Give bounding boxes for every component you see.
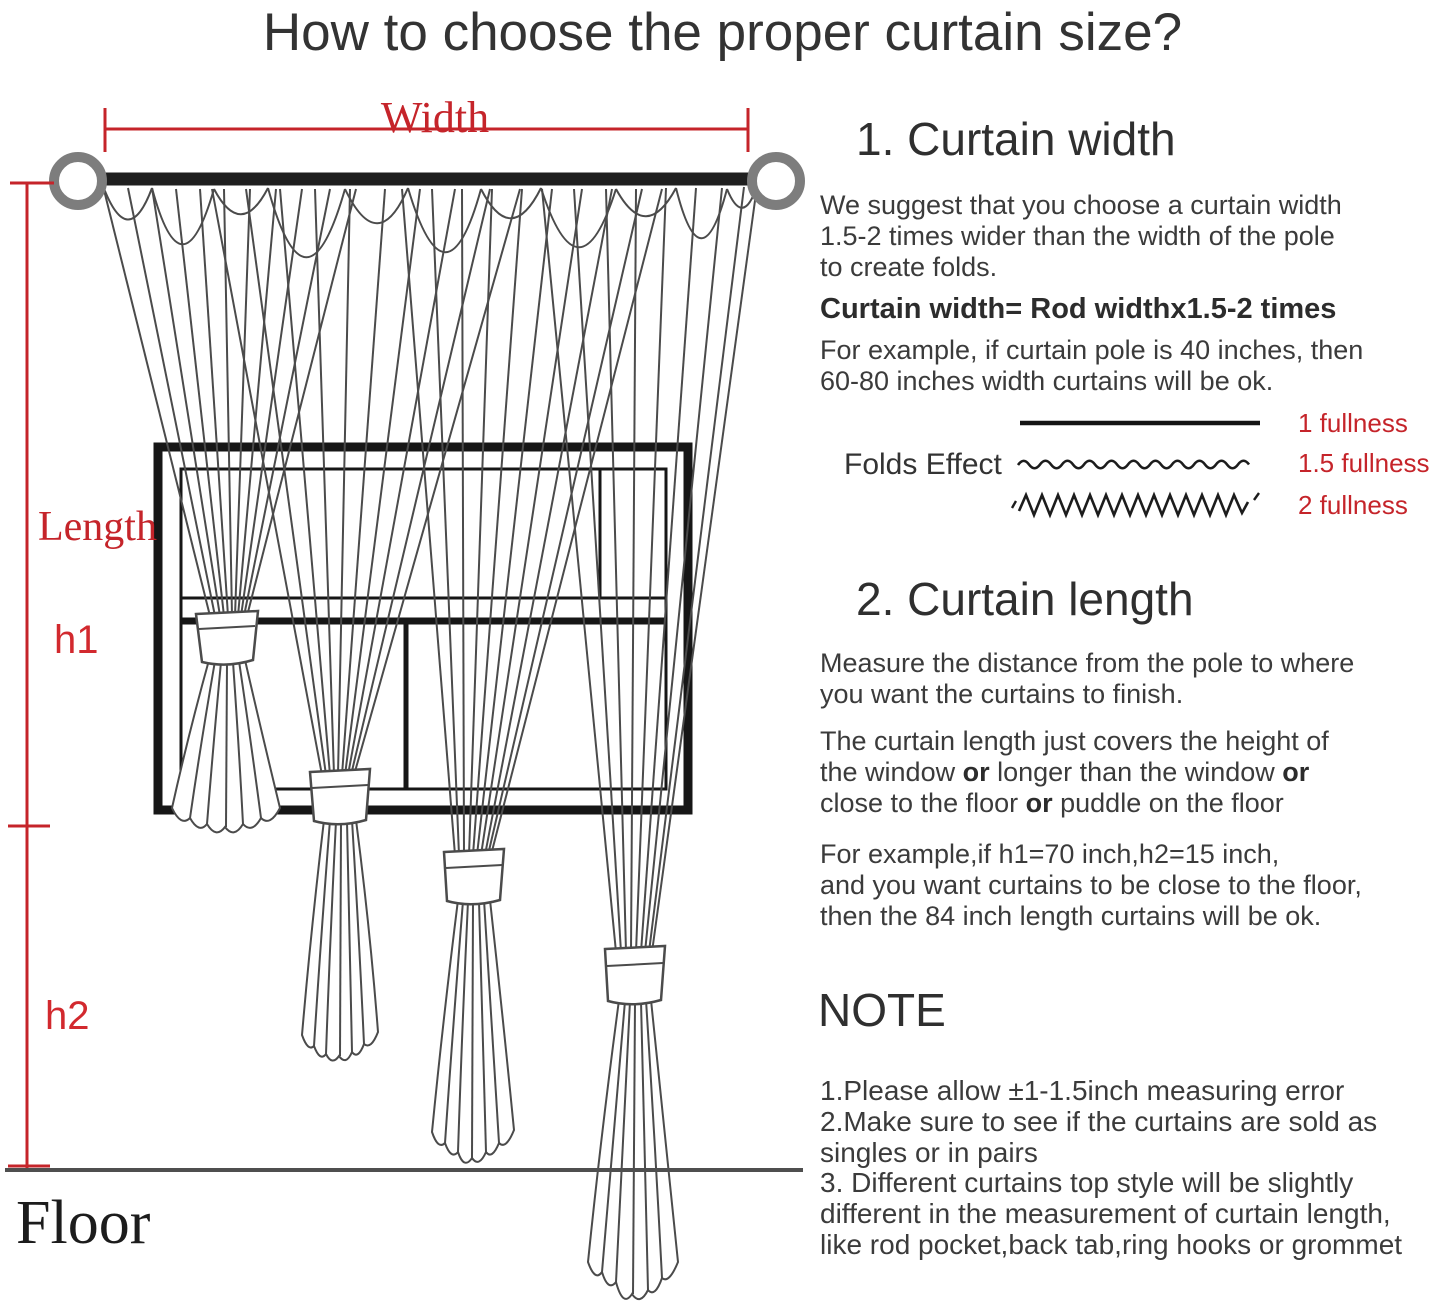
covers-text: longer than the window (989, 757, 1283, 787)
measure-line: Measure the distance from the pole to where (820, 648, 1355, 678)
fullness-row-label: 1.5 fullness (1298, 447, 1430, 478)
section-length-example (820, 839, 1362, 932)
fullness-1-5-wave-icon (1008, 446, 1272, 480)
section-length-heading: 2. Curtain length (856, 573, 1194, 625)
covers-line (820, 757, 1329, 788)
covers-or: or (962, 757, 990, 787)
fullness-1-line-icon (1008, 406, 1272, 440)
rod-ring-left (54, 157, 102, 205)
curtain-rod (54, 157, 800, 205)
example-line: then the 84 inch length curtains will be ok. (820, 901, 1322, 931)
section-length-covers (820, 726, 1329, 819)
fullness-row-label: 1 fullness (1298, 407, 1408, 438)
intro-line: to create folds. (820, 252, 998, 282)
note-heading: NOTE (818, 984, 946, 1036)
covers-or: or (1282, 757, 1310, 787)
note-line: like rod pocket,back tab,ring hooks or grommet (820, 1228, 1403, 1260)
curtain-panel-4 (542, 186, 757, 1299)
section-width-intro (820, 190, 1342, 283)
curtain-panels (103, 186, 757, 1299)
intro-line: We suggest that you choose a curtain width (820, 190, 1342, 220)
h1-measure-label: h1 (54, 618, 99, 662)
example-line: For example,if h1=70 inch,h2=15 inch, (820, 839, 1280, 869)
note-line: 2.Make sure to see if the curtains are sold as (820, 1105, 1378, 1137)
note-line: different in the measurement of curtain length, (820, 1198, 1391, 1230)
measure-line: you want the curtains to finish. (820, 679, 1184, 709)
width-measure-label: Width (380, 93, 490, 142)
floor-label: Floor (16, 1189, 151, 1257)
fullness-2-zigzag-icon (1008, 488, 1272, 522)
fullness-row-1 (1008, 406, 1408, 440)
fullness-row-label: 2 fullness (1298, 489, 1408, 520)
page-title: How to choose the proper curtain size? (262, 3, 1183, 62)
note-line: 3. Different curtains top style will be slightly (820, 1167, 1354, 1199)
curtain-width-formula: Curtain width= Rod widthx1.5-2 times (820, 293, 1337, 325)
example-line: and you want curtains to be close to the floor, (820, 870, 1362, 900)
length-measure-label: Length (38, 504, 157, 550)
section-width-heading: 1. Curtain width (856, 113, 1176, 165)
h2-measure-label: h2 (45, 994, 90, 1038)
note-line: 1.Please allow ±1-1.5inch measuring error (820, 1075, 1345, 1106)
example-line: 60-80 inches width curtains will be ok. (820, 366, 1274, 396)
section-width-example (820, 335, 1363, 397)
example-line: For example, if curtain pole is 40 inches, then (820, 335, 1364, 365)
covers-text: close to the floor (820, 788, 1026, 818)
covers-line: The curtain length just covers the height of (820, 726, 1329, 756)
rod-ring-right (752, 157, 800, 205)
covers-text: puddle on the floor (1052, 788, 1284, 818)
covers-text: the window (820, 757, 963, 787)
section-length-measure (820, 648, 1354, 710)
note-line: singles or in pairs (820, 1136, 1038, 1168)
intro-line: 1.5-2 times wider than the width of the pole (820, 221, 1335, 251)
fullness-row-2 (1008, 488, 1408, 522)
fullness-row-1-5 (1008, 446, 1430, 480)
covers-line (820, 788, 1329, 819)
folds-effect-label: Folds Effect (844, 448, 1002, 481)
covers-or: or (1025, 788, 1053, 818)
note-list (820, 1076, 1402, 1261)
